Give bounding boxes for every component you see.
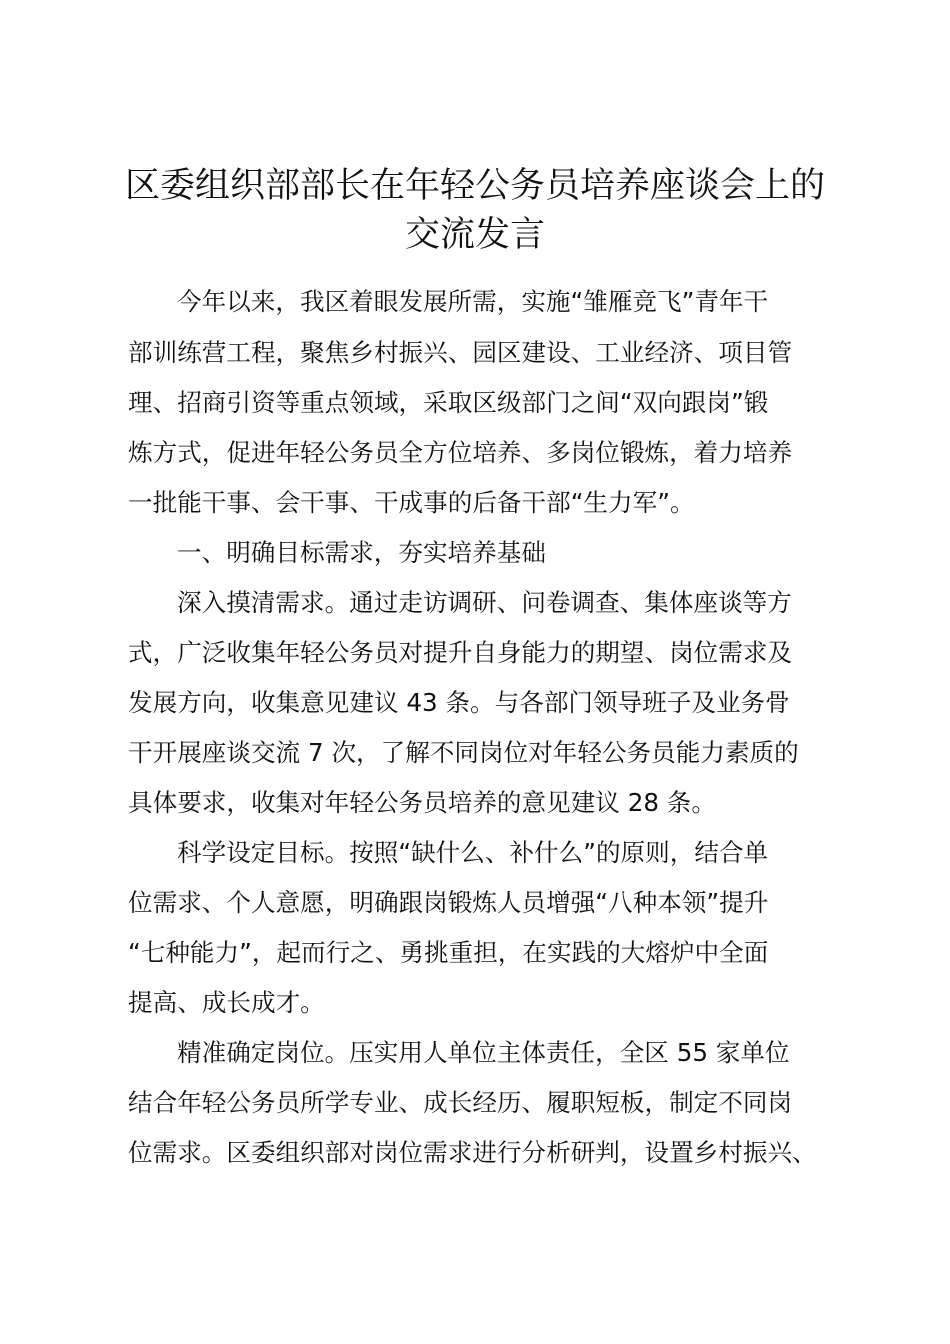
section-heading: 一、明确目标需求，夯实培养基础 (177, 538, 546, 567)
paragraph-line: 今年以来，我区着眼发展所需，实施“雏雁竞飞”青年干 (177, 287, 769, 316)
paragraph-line: 深入摸清需求。通过走访调研、问卷调查、集体座谈等方 (177, 588, 792, 617)
document-title-line-2: 交流发言 (404, 215, 545, 255)
paragraph-line: 结合年轻公务员所学专业、成长经历、履职短板，制定不同岗 (128, 1088, 793, 1117)
paragraph-line: 式，广泛收集年轻公务员对提升自身能力的期望、岗位需求及 (128, 638, 793, 667)
paragraph-line: 部训练营工程，聚焦乡村振兴、园区建设、工业经济、项目管 (128, 338, 793, 367)
paragraph-line: 精准确定岗位。压实用人单位主体责任，全区 55 家单位 (177, 1038, 790, 1067)
paragraph-line: 位需求。区委组织部对岗位需求进行分析研判，设置乡村振兴、 (128, 1138, 817, 1167)
paragraph-line: 发展方向，收集意见建议 43 条。与各部门领导班子及业务骨 (128, 688, 790, 717)
document-title-line-1: 区委组织部部长在年轻公务员培养座谈会上的 (124, 166, 825, 206)
paragraph-line: 炼方式，促进年轻公务员全方位培养、多岗位锻炼，着力培养 (128, 438, 793, 467)
paragraph-line: 位需求、个人意愿，明确跟岗锻炼人员增强“八种本领”提升 (128, 888, 769, 917)
paragraph-line: 具体要求，收集对年轻公务员培养的意见建议 28 条。 (128, 788, 716, 817)
paragraph-line: 干开展座谈交流 7 次，了解不同岗位对年轻公务员能力素质的 (128, 738, 799, 767)
paragraph-line: 理、招商引资等重点领域，采取区级部门之间“双向跟岗”锻 (128, 388, 769, 417)
paragraph-line: 科学设定目标。按照“缺什么、补什么”的原则，结合单 (177, 838, 769, 867)
paragraph-line: 提高、成长成才。 (128, 988, 325, 1017)
paragraph-line: 一批能干事、会干事、干成事的后备干部“生力军”。 (128, 488, 695, 517)
paragraph-line: “七种能力”，起而行之、勇挑重担，在实践的大熔炉中全面 (128, 938, 769, 967)
